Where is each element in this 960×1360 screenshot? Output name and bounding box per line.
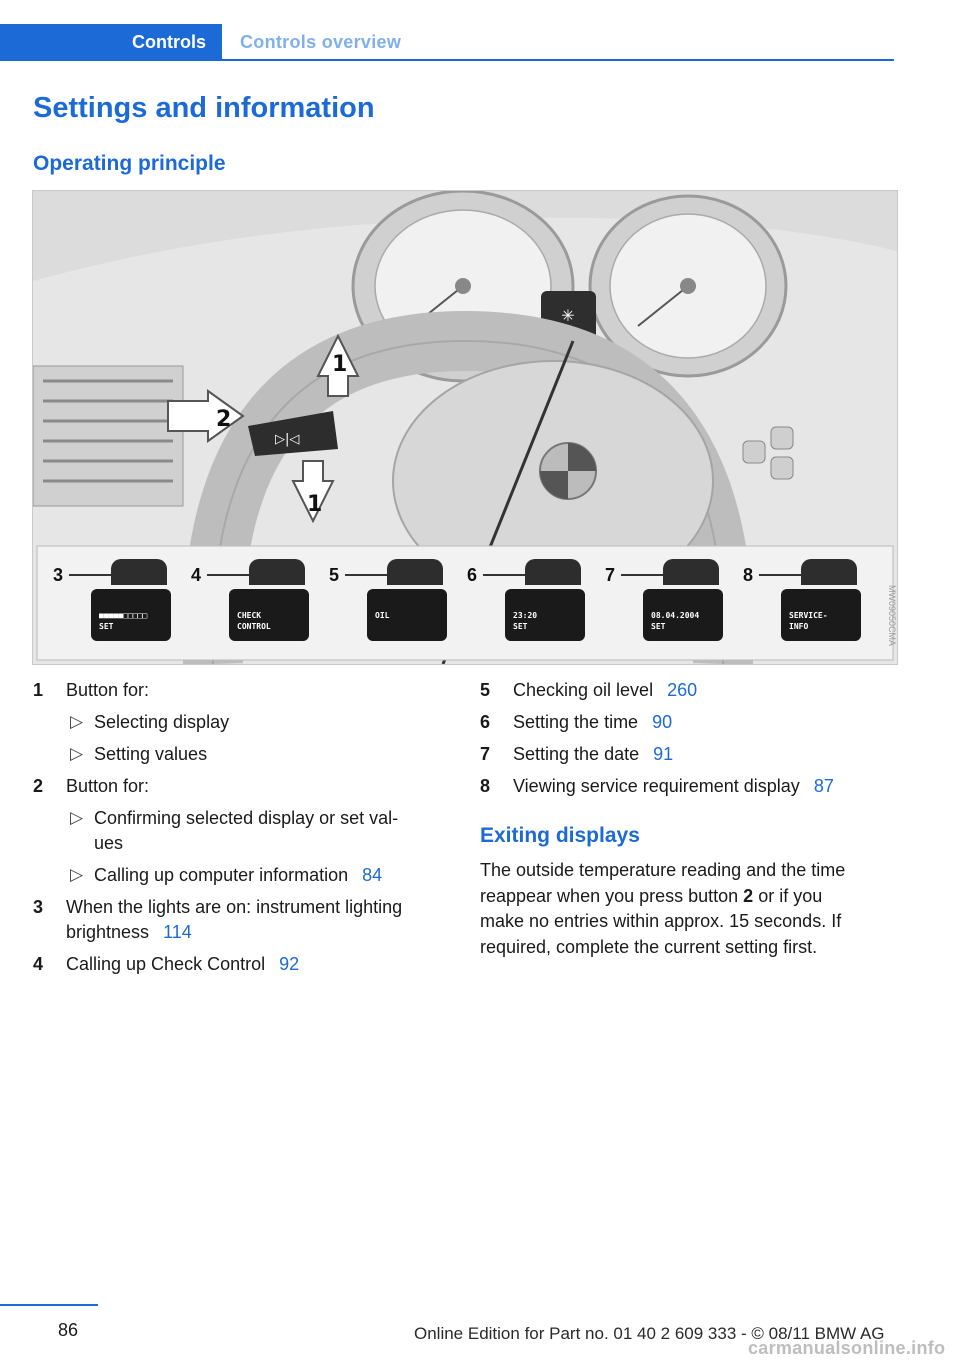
steering-wheel-illustration (32, 190, 898, 665)
page-ref-link[interactable]: 91 (653, 744, 674, 764)
display-panel-4 (191, 559, 325, 649)
panel-line-2: SET (99, 622, 114, 631)
item-8-number: 8 (480, 776, 491, 796)
item-1-bullet-1: Selecting display (94, 712, 230, 732)
panel-leader-line (621, 574, 665, 576)
panel-number: 3 (53, 565, 64, 585)
panel-line-1: SERVICE- (789, 611, 828, 620)
panel-icon-cap (525, 559, 581, 585)
item-3-number: 3 (33, 897, 44, 917)
item-2-bullet-1-line-2: ues (94, 833, 124, 853)
item-2-number: 2 (33, 776, 44, 796)
item-4-text (66, 954, 299, 975)
item-2-bullet-2 (94, 865, 382, 886)
item-6-number: 6 (480, 712, 491, 732)
item-6-text (513, 712, 672, 733)
para-line: required, complete the current setting first. (480, 936, 818, 957)
para-text: reappear when you press button (480, 885, 744, 906)
panel-number: 5 (329, 565, 340, 585)
panel-number: 4 (191, 565, 202, 585)
display-panel-6 (467, 559, 601, 649)
item-2-text: Button for: (66, 776, 150, 796)
page-ref-link[interactable]: 92 (279, 954, 300, 974)
item-1-number: 1 (33, 680, 44, 700)
panel-number: 6 (467, 565, 478, 585)
svg-text:✳: ✳ (561, 306, 575, 325)
item-5-number: 5 (480, 680, 491, 700)
svg-text:▷|◁: ▷|◁ (275, 432, 300, 447)
section-tab-label: Controls (132, 32, 206, 52)
bullet-icon: ▷ (70, 744, 84, 763)
panel-line-1: 08.04.2004 (651, 611, 700, 620)
panel-line-1: OIL (375, 611, 390, 620)
item-4-number: 4 (33, 954, 44, 974)
watermark: carmanualsonline.info (748, 1338, 946, 1358)
panel-leader-line (759, 574, 803, 576)
section-subtitle: Operating principle (33, 152, 226, 175)
panel-line-2: SET (651, 622, 666, 631)
panel-line-2: SET (513, 622, 528, 631)
panel-line-2: CONTROL (237, 622, 271, 631)
section-tab-controls[interactable] (0, 24, 222, 61)
item-5-text (513, 680, 697, 701)
display-panel-5 (329, 559, 463, 649)
panel-line-2: INFO (789, 622, 809, 631)
item-4-label: Calling up Check Control (66, 954, 266, 974)
item-2-bullet-2-text: Calling up computer information (94, 865, 349, 885)
panel-leader-line (345, 574, 389, 576)
display-panel-7 (605, 559, 739, 649)
panel-icon-cap (801, 559, 857, 585)
bullet-icon: ▷ (70, 712, 84, 731)
page-title: Settings and information (33, 92, 375, 124)
subsection-label: Controls overview (240, 32, 402, 52)
callout-1-bottom: 1 (307, 492, 323, 517)
panel-line-1: ■■■■■□□□□□ (99, 611, 148, 620)
display-panel-3 (53, 559, 187, 649)
callout-1-top: 1 (332, 352, 348, 377)
panel-number: 7 (605, 565, 616, 585)
panel-icon-cap (249, 559, 305, 585)
display-panel-8 (743, 559, 877, 649)
para-line (480, 884, 900, 910)
bullet-icon: ▷ (70, 808, 84, 827)
page-ref-link[interactable]: 84 (362, 865, 383, 885)
page-ref-link[interactable]: 260 (667, 680, 698, 700)
item-7-number: 7 (480, 744, 491, 764)
panel-number: 8 (743, 565, 754, 585)
exiting-displays-paragraph (480, 858, 900, 960)
header-rule (222, 59, 894, 61)
panel-leader-line (69, 574, 113, 576)
bullet-icon: ▷ (70, 865, 84, 884)
panel-icon-cap (663, 559, 719, 585)
item-3-line-2-text: brightness (66, 922, 150, 942)
display-panels-row (53, 559, 883, 649)
item-1-bullet-2: Setting values (94, 744, 208, 764)
figure-code: MW09050CMA (887, 585, 897, 647)
page-ref-link[interactable]: 87 (813, 776, 834, 796)
para-text: or if you (753, 885, 823, 906)
panel-line-1: 23:20 (513, 611, 538, 620)
item-7-text (513, 744, 673, 765)
panel-icon-cap (111, 559, 167, 585)
item-5-label: Checking oil level (513, 680, 654, 700)
exiting-displays-heading: Exiting displays (480, 824, 640, 847)
footer-rule (0, 1304, 98, 1306)
item-3-line-1: When the lights are on: instrument lighting (66, 897, 403, 917)
panel-leader-line (207, 574, 251, 576)
item-6-label: Setting the time (513, 712, 639, 732)
para-line: make no entries within approx. 15 seconds. If (480, 911, 842, 931)
panel-leader-line (483, 574, 527, 576)
panel-icon-cap (387, 559, 443, 585)
panel-line-1: CHECK (237, 611, 262, 620)
item-7-label: Setting the date (513, 744, 640, 764)
page-number: 86 (58, 1320, 79, 1340)
item-2-bullet-1-line-1: Confirming selected display or set val- (94, 808, 399, 828)
button-ref: 2 (743, 885, 754, 906)
item-8-text (513, 776, 834, 797)
item-1-text: Button for: (66, 680, 150, 700)
para-line: The outside temperature reading and the time (480, 860, 846, 880)
page-ref-link[interactable]: 114 (163, 922, 192, 942)
page-ref-link[interactable]: 90 (652, 712, 673, 732)
edition-note: Online Edition for Part no. 01 40 2 609 333 - © 08/11 BMW AG (414, 1324, 885, 1343)
item-8-label: Viewing service requirement display (513, 776, 800, 796)
item-3-line-2 (66, 922, 192, 943)
callout-2: 2 (216, 407, 232, 432)
